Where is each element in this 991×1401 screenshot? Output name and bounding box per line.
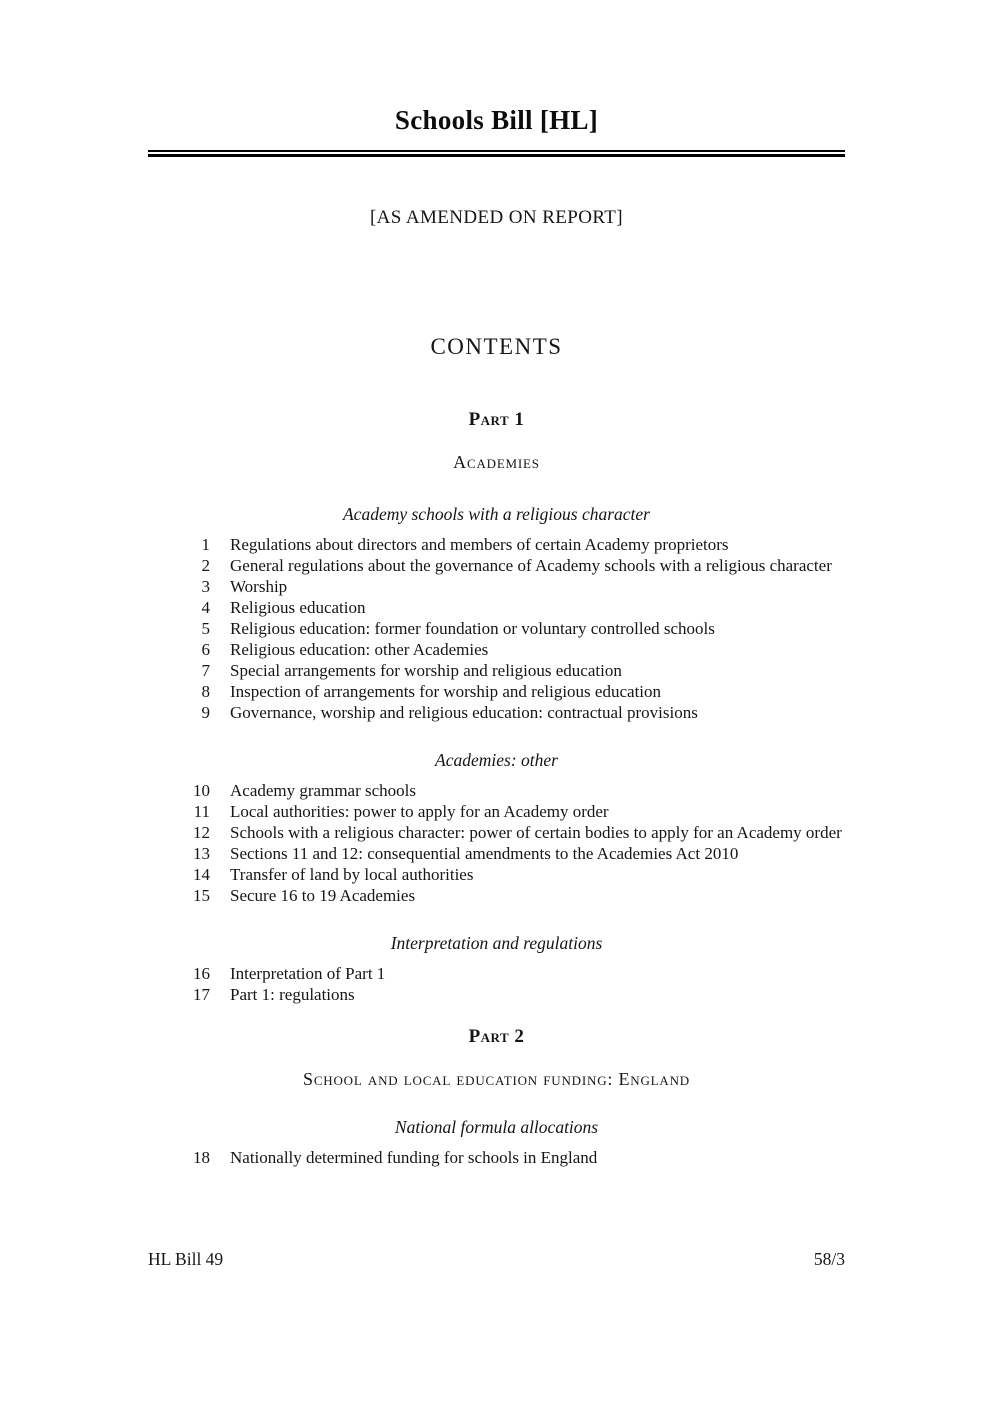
contents-item-18 [148, 1147, 845, 1168]
bill-number: HL Bill 49 [148, 1249, 224, 1269]
item-text: Local authorities: power to apply for an Academy order [230, 802, 609, 821]
item-number: 10 [193, 781, 210, 800]
session-number: 58/3 [813, 1249, 845, 1269]
title-double-rule [148, 150, 845, 157]
part-2-label: Part 2 [468, 1026, 525, 1047]
item-text: Sections 11 and 12: consequential amendments to the Academies Act 2010 [230, 844, 739, 863]
item-number: 9 [201, 703, 210, 722]
section-heading: Academy schools with a religious character [342, 504, 650, 524]
amended-on-report-note: [AS AMENDED ON REPORT] [369, 207, 624, 228]
contents-item-1 [148, 534, 845, 555]
contents-item-12 [148, 822, 845, 843]
item-text: Religious education: former foundation or voluntary controlled schools [230, 619, 715, 638]
page-content [148, 0, 845, 1168]
part-2 [148, 1025, 845, 1168]
section-heading: Interpretation and regulations [390, 933, 603, 953]
contents-item-5 [148, 618, 845, 639]
contents-item-13 [148, 843, 845, 864]
item-number: 14 [193, 865, 210, 884]
bill-title: Schools Bill [HL] [394, 105, 599, 135]
section-heading: National formula allocations [394, 1117, 599, 1137]
contents-item-15 [148, 885, 845, 906]
item-text: Secure 16 to 19 Academies [230, 886, 416, 905]
contents-item-7 [148, 660, 845, 681]
contents-item-16 [148, 963, 845, 984]
item-number: 12 [193, 823, 210, 842]
section-heading: Academies: other [435, 750, 558, 770]
item-number: 15 [193, 886, 210, 905]
item-number: 4 [201, 598, 210, 617]
contents-item-14 [148, 864, 845, 885]
item-text: Governance, worship and religious education: contractual provisions [230, 703, 698, 722]
item-text: Religious education: other Academies [230, 640, 489, 659]
contents-heading: CONTENTS [430, 334, 563, 359]
item-text: Transfer of land by local authorities [230, 865, 474, 884]
item-number: 11 [193, 802, 210, 821]
contents-item-6 [148, 639, 845, 660]
part-1 [148, 408, 845, 1005]
item-number: 1 [201, 535, 210, 554]
item-text: General regulations about the governance of Academy schools with a religious character [230, 556, 832, 575]
item-number: 7 [201, 661, 210, 680]
item-number: 17 [193, 985, 210, 1004]
item-number: 2 [201, 556, 210, 575]
section-academies-other [148, 749, 845, 906]
item-text: Religious education [230, 598, 366, 617]
item-number: 6 [201, 640, 210, 659]
item-number: 16 [193, 964, 210, 983]
section-academy-schools-religious-character [148, 503, 845, 723]
item-text: Academy grammar schools [230, 781, 416, 800]
contents-item-8 [148, 681, 845, 702]
contents-item-9 [148, 702, 845, 723]
item-number: 8 [201, 682, 210, 701]
part-2-heading: School and local education funding: England [303, 1069, 690, 1089]
contents-item-4 [148, 597, 845, 618]
section-interpretation-regulations [148, 932, 845, 1005]
contents-item-3 [148, 576, 845, 597]
item-text: Special arrangements for worship and religious education [230, 661, 622, 680]
item-text: Worship [230, 577, 288, 596]
part-1-heading: Academies [453, 452, 540, 472]
item-number: 18 [193, 1148, 210, 1167]
item-text: Inspection of arrangements for worship and religious education [230, 682, 662, 701]
item-number: 3 [201, 577, 210, 596]
contents-item-2 [148, 555, 845, 576]
contents-item-11 [148, 801, 845, 822]
section-national-formula-allocations [148, 1116, 845, 1168]
item-text: Nationally determined funding for schools in England [230, 1148, 598, 1167]
item-text: Part 1: regulations [230, 985, 355, 1004]
item-text: Schools with a religious character: power of certain bodies to apply for an Academy order [230, 823, 842, 842]
contents-item-17 [148, 984, 845, 1005]
part-1-label: Part 1 [468, 409, 525, 430]
page-footer [148, 1248, 845, 1270]
item-number: 13 [193, 844, 210, 863]
contents-item-10 [148, 780, 845, 801]
item-text: Interpretation of Part 1 [230, 964, 386, 983]
item-number: 5 [201, 619, 210, 638]
item-text: Regulations about directors and members of certain Academy proprietors [230, 535, 729, 554]
